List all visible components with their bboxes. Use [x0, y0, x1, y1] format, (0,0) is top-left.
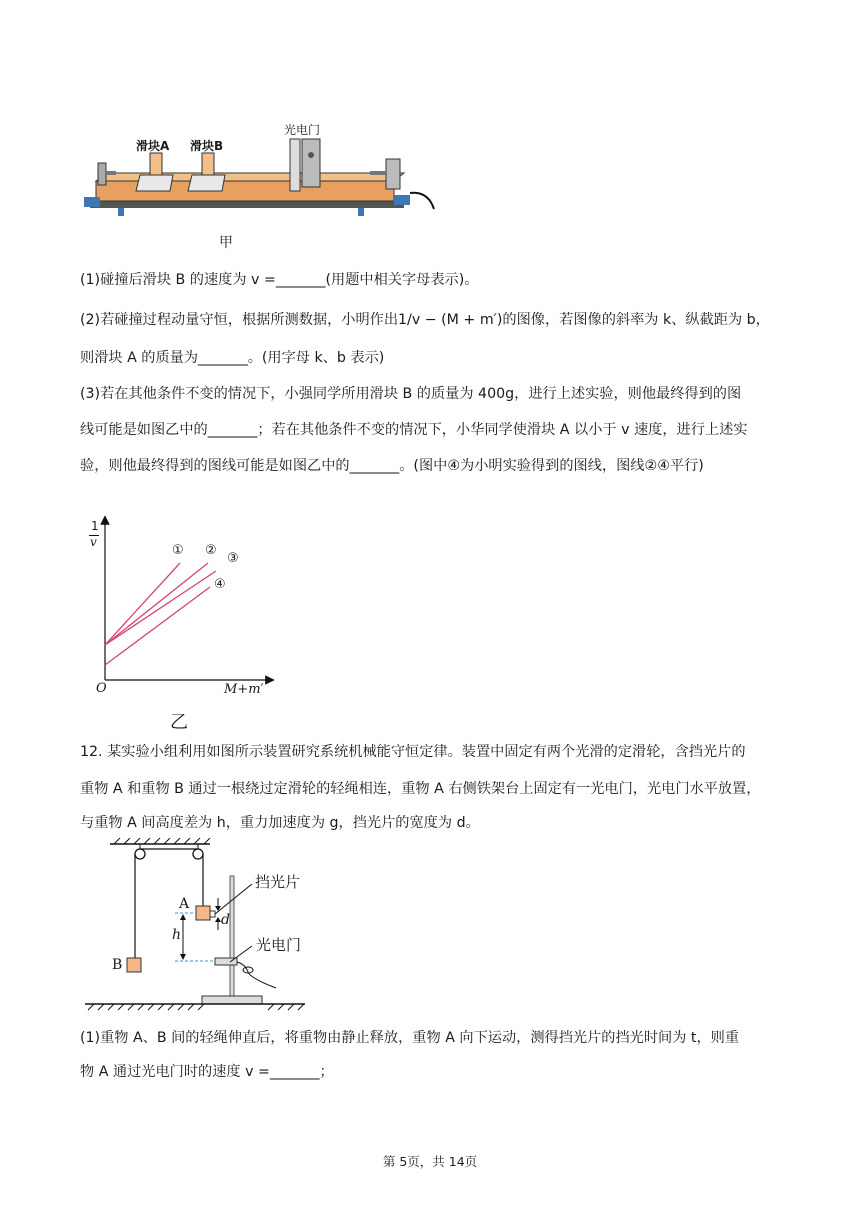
- air-track-figure: [78, 115, 448, 250]
- q11-part1: (1)碰撞后滑块 B 的速度为 v =_______(用题中相关字母表示)。: [80, 272, 479, 288]
- q12-stem-line1: 12. 某实验小组利用如图所示装置研究系统机械能守恒定律。装置中固定有两个光滑的定滑轮，含挡光片的: [80, 744, 746, 760]
- q12-stem-line3: 与重物 A 间高度差为 h，重力加速度为 g，挡光片的宽度为 d。: [80, 815, 480, 831]
- q11-part2-line2: 则滑块 A 的质量为_______。(用字母 k、b 表示): [80, 350, 385, 366]
- graph-origin: O: [96, 681, 107, 696]
- label-width-d: d: [221, 912, 230, 928]
- line-label-4: ④: [214, 577, 226, 592]
- label-photogate-jia: 光电门: [284, 123, 321, 137]
- x-label: M+m′: [224, 682, 264, 697]
- figure-yi-caption: 乙: [170, 712, 188, 733]
- pulley-figure: [80, 838, 330, 1013]
- right-end-block: [394, 195, 410, 205]
- graph-line-1: [105, 563, 180, 645]
- label-photogate-pulley: 光电门: [256, 936, 302, 954]
- weight-a: [196, 906, 210, 920]
- label-shade-flag: 挡光片: [255, 873, 301, 891]
- q11-part3-line1: (3)若在其他条件不变的情况下，小强同学所用滑块 B 的质量为 400g，进行上述实验，则他最终得到的图: [80, 386, 742, 402]
- label-weight-b: B: [112, 957, 123, 973]
- q11-part2-line1: (2)若碰撞过程动量守恒，根据所测数据，小明作出1/v − (M + m′)的图像，若图像的斜率为 k、纵截距为 b，: [80, 312, 770, 328]
- q11-part3-line3: 验，则他最终得到的图线可能是如图乙中的_______。(图中④为小明实验得到的图线，图线②④平行): [80, 458, 704, 474]
- slider-a: [136, 175, 173, 191]
- pulley-right: [193, 849, 203, 859]
- slider-b: [188, 175, 225, 191]
- photogate: [290, 139, 300, 191]
- slider-b-flag: [202, 153, 214, 175]
- line-label-1: ①: [172, 543, 184, 558]
- y-label-denominator: v: [90, 535, 97, 549]
- graph-line-4: [105, 587, 210, 665]
- q12-stem-line2: 重物 A 和重物 B 通过一根绕过定滑轮的轻绳相连，重物 A 右侧铁架台上固定有一光电门，光电门水平放置，: [80, 781, 761, 797]
- graph-line-3: [105, 571, 216, 645]
- line-label-3: ③: [227, 551, 239, 566]
- q11-part3-line2: 线可能是如图乙中的_______；若在其他条件不变的情况下，小华同学使滑块 A 以小于 v 速度，进行上述实: [80, 422, 748, 438]
- weight-b: [127, 958, 141, 972]
- q12-part1-line1: (1)重物 A、B 间的轻绳伸直后，将重物由静止释放，重物 A 向下运动，测得挡光片的挡光时间为 t，则重: [80, 1030, 740, 1046]
- figure-jia-caption: 甲: [219, 235, 233, 251]
- label-slider-b: 滑块B: [190, 139, 224, 153]
- q12-part1-line2: 物 A 通过光电门时的速度 v =_______；: [80, 1064, 334, 1080]
- label-slider-a: 滑块A: [136, 139, 170, 153]
- pulley-left: [135, 849, 145, 859]
- label-weight-a: A: [179, 896, 190, 912]
- left-end-block: [84, 197, 100, 207]
- page-footer: 第 5页，共 14页: [382, 1154, 478, 1169]
- slider-a-flag: [150, 153, 162, 175]
- track-base: [90, 201, 404, 208]
- graph-line-2: [105, 563, 208, 645]
- y-label-numerator: 1: [91, 519, 99, 533]
- label-height-h: h: [172, 927, 182, 943]
- line-label-2: ②: [205, 543, 217, 558]
- shade-flag: [210, 911, 215, 917]
